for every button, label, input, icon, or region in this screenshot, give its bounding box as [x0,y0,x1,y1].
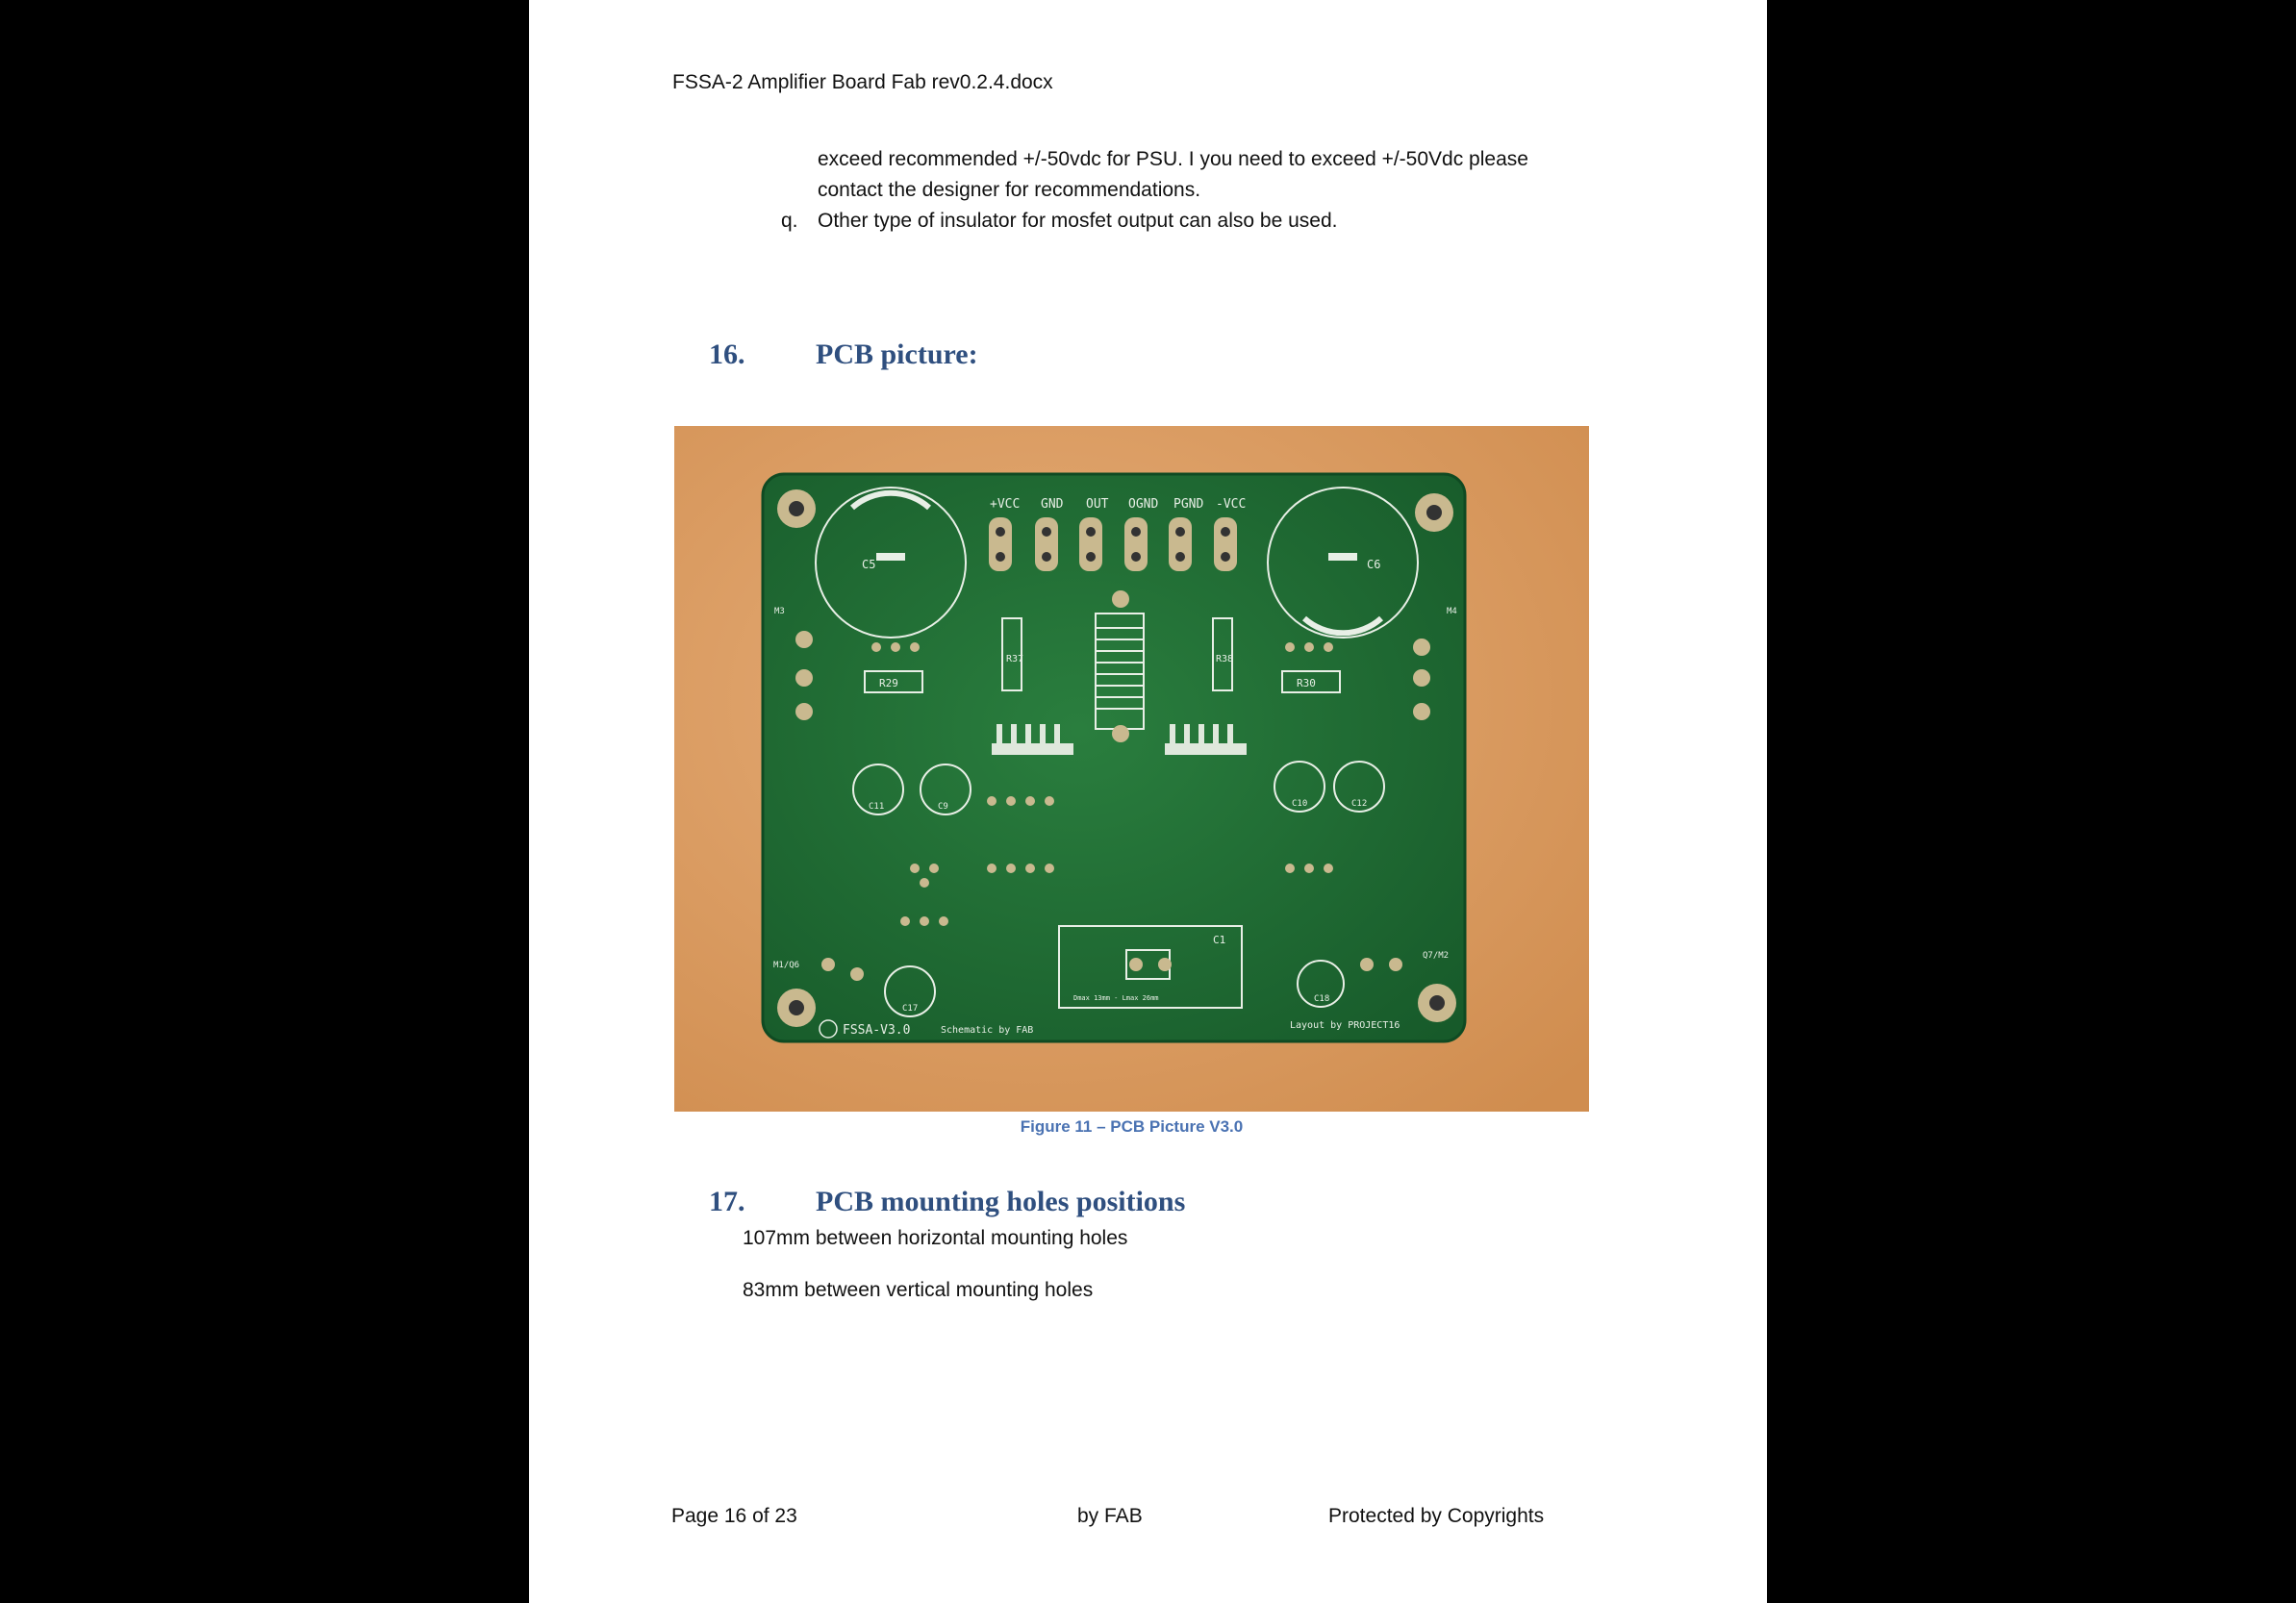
mounting-hole-bottom-right [1418,984,1456,1022]
label-out: OUT [1086,497,1109,512]
list-continuation-line1: exceed recommended +/-50vdc for PSU. I you need to exceed +/-50Vdc please [818,148,1528,170]
label-fssa-version: FSSA-V3.0 [843,1023,911,1038]
figure-caption: Figure 11 – PCB Picture V3.0 [1020,1117,1244,1136]
label-r38: R38 [1216,654,1234,664]
label-c12: C12 [1351,799,1368,809]
footer-copyright: Protected by Copyrights [1328,1505,1545,1527]
pcb-photo [674,426,1589,1112]
label-m3: M3 [774,607,785,616]
footer-author: by FAB [1077,1505,1143,1527]
section16-title: PCB picture: [816,338,978,370]
header-filename: FSSA-2 Amplifier Board Fab rev0.2.4.docx [672,71,1053,93]
label-c10: C10 [1292,799,1308,809]
mounting-hole-bottom-left [777,989,816,1027]
label-c18: C18 [1314,994,1330,1004]
label-c11: C11 [869,802,885,812]
list-continuation-line2: contact the designer for recommendations. [818,179,1201,201]
label-q7-m2: Q7/M2 [1423,951,1450,961]
footer-page-number: Page 16 of 23 [671,1505,797,1527]
label-c5: C5 [862,558,876,571]
mounting-hole-top-left [777,489,816,528]
label-pgnd: PGND [1173,497,1204,512]
list-item-q-text: Other type of insulator for mosfet output can also be used. [818,210,1338,232]
label-c9: C9 [938,802,948,812]
list-item-marker: q. [781,210,798,232]
section16-number: 16. [709,338,745,370]
mounting-horizontal-text: 107mm between horizontal mounting holes [743,1227,1128,1249]
mounting-vertical-text: 83mm between vertical mounting holes [743,1279,1094,1301]
label-vcc-minus: -VCC [1216,497,1247,512]
label-c1: C1 [1213,934,1226,946]
label-cap-dimensions: Dmax 13mm - Lmax 26mm [1073,994,1159,1002]
label-m1-q6: M1/Q6 [773,961,800,970]
label-r30: R30 [1297,677,1316,689]
section17-number: 17. [709,1186,745,1217]
section17-title: PCB mounting holes positions [816,1186,1186,1217]
label-m4: M4 [1447,607,1457,616]
label-c17: C17 [902,1004,919,1014]
document-page [529,0,1767,1603]
label-c6: C6 [1367,558,1381,571]
label-ognd: OGND [1128,497,1159,512]
label-r29: R29 [879,677,898,689]
label-r37: R37 [1006,654,1024,664]
label-schematic-by: Schematic by FAB [941,1025,1034,1036]
mounting-hole-top-right [1415,493,1453,532]
label-vcc-plus: +VCC [990,497,1021,512]
label-layout-by: Layout by PROJECT16 [1290,1020,1400,1031]
label-gnd: GND [1041,497,1064,512]
